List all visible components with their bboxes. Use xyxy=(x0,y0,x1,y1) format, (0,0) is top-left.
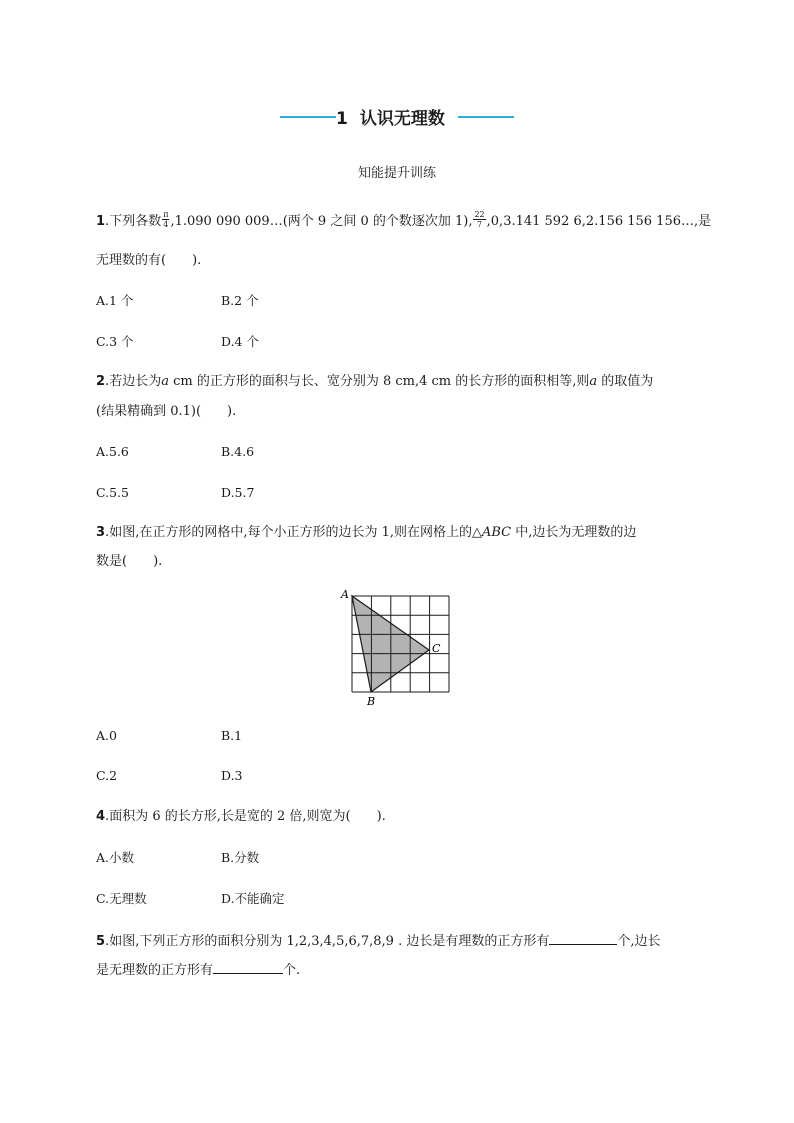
q5-text-part1: 如图,下列正方形的面积分别为 1,2,3,4,5,6,7,8,9 . 边长是有理数的正方形有 xyxy=(109,934,550,949)
q3-triangle-name: ABC xyxy=(482,525,512,540)
q2-line2: (结果精确到 0.1)( ). xyxy=(96,404,237,419)
q5-line1: 5.如图,下列正方形的面积分别为 1,2,3,4,5,6,7,8,9 . 边长是有理数的正方形有 个,边长 xyxy=(96,931,661,951)
q3-number: 3 xyxy=(96,525,106,540)
title-decor-line-left xyxy=(280,116,336,118)
q2-option-b[interactable]: B.4.6 xyxy=(221,444,255,459)
q1-option-d[interactable]: D.4 个 xyxy=(221,334,259,349)
label-b: B xyxy=(367,695,376,708)
q1-text-part1: 下列各数 xyxy=(109,214,162,229)
q2-option-a[interactable]: A.5.6 xyxy=(96,444,129,459)
q1-option-a[interactable]: A.1 个 xyxy=(96,293,134,308)
label-a: A xyxy=(341,588,349,601)
q2-option-d[interactable]: D.5.7 xyxy=(221,485,255,500)
label-c: C xyxy=(432,642,441,655)
title-row xyxy=(0,104,794,134)
q3-grid-figure xyxy=(338,588,458,714)
q4-number: 4 xyxy=(96,809,106,824)
lesson-title: 认识无理数 xyxy=(359,109,445,129)
q5-answer-blank-1[interactable] xyxy=(549,931,617,945)
q3-triangle-symbol: △ xyxy=(472,525,482,540)
q5-text-part2: 个,边长 xyxy=(617,934,661,949)
q4-option-a[interactable]: A.小数 xyxy=(96,850,135,865)
q2-text-part1: 若边长为 xyxy=(109,374,162,389)
q2-option-c[interactable]: C.5.5 xyxy=(96,485,129,500)
q3-option-a[interactable]: A.0 xyxy=(96,728,117,743)
q4-text: 面积为 6 的长方形,长是宽的 2 倍,则宽为( ). xyxy=(109,809,386,824)
q5-number: 5 xyxy=(96,934,106,949)
q2-number: 2 xyxy=(96,374,106,389)
title-decor-line-right xyxy=(458,116,514,118)
q3-option-b[interactable]: B.1 xyxy=(221,728,243,743)
q1-fraction-22-over-7: $\frac{22}{7}$ xyxy=(474,210,485,229)
q5-text-part4: 个. xyxy=(283,963,301,978)
q2-text-part3: 的取值为 xyxy=(597,374,654,389)
q1-fraction-pi-over-4: $\frac{\pi}{4}$ xyxy=(163,210,169,229)
q5-text-part3: 是无理数的正方形有 xyxy=(96,963,214,978)
page-title xyxy=(336,104,445,129)
q4-line1: 4.面积为 6 的长方形,长是宽的 2 倍,则宽为( ). xyxy=(96,809,386,824)
q4-option-c[interactable]: C.无理数 xyxy=(96,891,147,906)
q1-line1: 1.下列各数 $\frac{\pi}{4}$ ,1.090 090 009…(两个 9 之间 0 的个数逐次加 1), $\frac{22}{7}$ ,0,3.141 592 6,2.156 156 156…,是 xyxy=(96,210,712,229)
q2-line1: 2.若边长为a cm 的正方形的面积与长、宽分别为 8 cm,4 cm 的长方形的面积相等,则a 的取值为 xyxy=(96,374,654,389)
q5-answer-blank-2[interactable] xyxy=(213,960,283,974)
q5-line2 xyxy=(96,960,300,980)
q3-text-part2: 中,边长为无理数的边 xyxy=(511,525,637,540)
q4-option-b[interactable]: B.分数 xyxy=(221,850,260,865)
q3-line2: 数是( ). xyxy=(96,554,163,569)
q1-text-part3: ,0,3.141 592 6,2.156 156 156…,是 xyxy=(486,214,712,229)
lesson-number: 1 xyxy=(336,109,348,129)
q1-option-b[interactable]: B.2 个 xyxy=(221,293,259,308)
q1-text-part2: ,1.090 090 009…(两个 9 之间 0 的个数逐次加 1), xyxy=(170,214,473,229)
q2-text-part2: cm 的正方形的面积与长、宽分别为 8 cm,4 cm 的长方形的面积相等,则 xyxy=(168,374,590,389)
q3-grid-svg xyxy=(338,588,458,710)
q2-variable-a: a xyxy=(161,374,169,389)
q3-line1: 3.如图,在正方形的网格中,每个小正方形的边长为 1,则在网格上的△ABC 中,边长为无理数的边 xyxy=(96,525,637,540)
q4-option-d[interactable]: D.不能确定 xyxy=(221,891,285,906)
q3-option-d[interactable]: D.3 xyxy=(221,768,243,783)
section-subtitle: 知能提升训练 xyxy=(357,166,436,181)
q1-line2: 无理数的有( ). xyxy=(96,253,202,268)
q1-number: 1 xyxy=(96,214,106,229)
q2-variable-a-2: a xyxy=(589,374,598,389)
q3-text-part1: 如图,在正方形的网格中,每个小正方形的边长为 1,则在网格上的 xyxy=(109,525,472,540)
q3-option-c[interactable]: C.2 xyxy=(96,768,118,783)
q1-option-c[interactable]: C.3 个 xyxy=(96,334,134,349)
